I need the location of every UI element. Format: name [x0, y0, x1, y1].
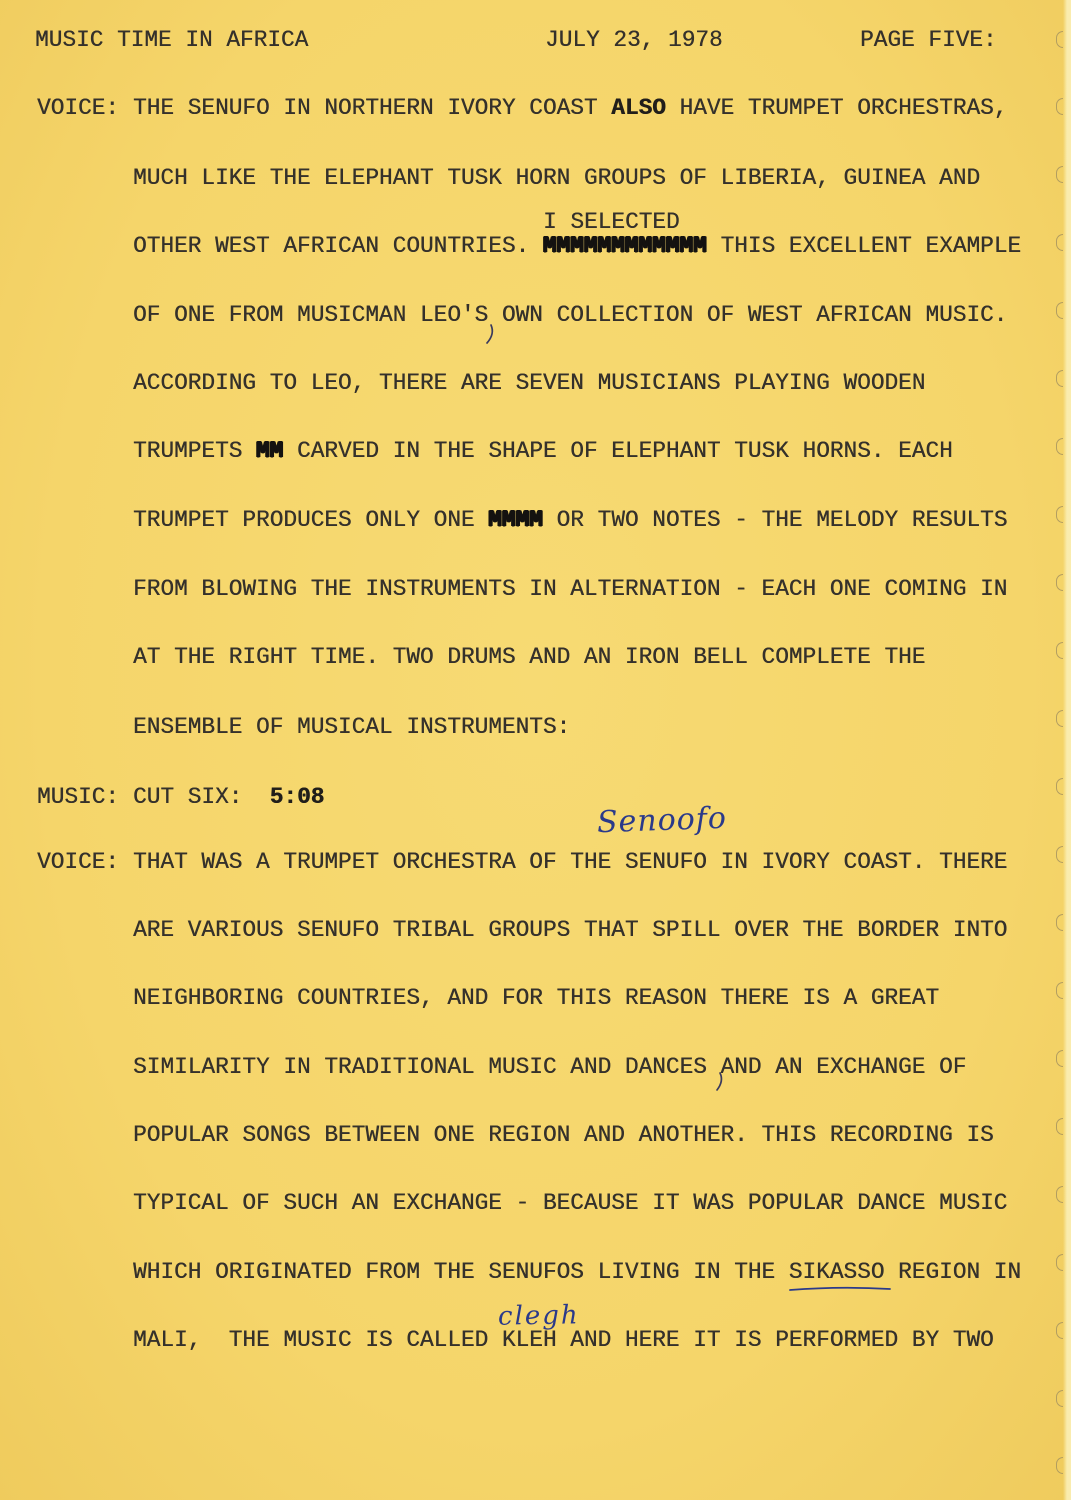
perforation-hole — [1056, 1186, 1063, 1203]
line-text: TYPICAL OF SUCH AN EXCHANGE - BECAUSE IT WAS POPULAR DANCE MUSIC — [133, 1190, 1008, 1216]
overtyped-word: ALSO — [611, 95, 666, 121]
perforation-hole — [1056, 370, 1063, 387]
script-line — [133, 986, 939, 1010]
music-cue-line — [133, 785, 324, 809]
music-duration: 5:08 — [269, 784, 325, 810]
script-line — [133, 645, 925, 669]
handwritten-correction: clegh — [497, 1300, 580, 1332]
script-line — [133, 577, 1007, 601]
program-title: MUSIC TIME IN AFRICA — [35, 27, 309, 53]
line-text: TRUMPET PRODUCES ONLY ONE — [133, 507, 475, 533]
line-text: SIMILARITY IN TRADITIONAL MUSIC AND DANCES AND AN EXCHANGE OF — [133, 1054, 967, 1080]
script-line — [133, 1260, 1021, 1284]
perforation-hole — [1056, 914, 1063, 931]
script-line — [133, 303, 1007, 327]
line-text: OF ONE FROM MUSICMAN LEO'S OWN COLLECTION OF WEST AFRICAN MUSIC. — [133, 302, 1008, 328]
broadcast-date: JULY 23, 1978 — [545, 27, 723, 53]
script-line — [133, 234, 1021, 258]
line-text: ACCORDING TO LEO, THERE ARE SEVEN MUSICIANS PLAYING WOODEN — [133, 370, 926, 396]
perforation-hole — [1056, 574, 1063, 591]
perforation-hole — [1056, 31, 1063, 48]
line-text: OTHER WEST AFRICAN COUNTRIES. — [133, 233, 530, 259]
script-line — [133, 1055, 966, 1079]
perforation-hole — [1056, 710, 1063, 727]
perforation-hole — [1056, 846, 1063, 863]
perforation-hole — [1056, 982, 1063, 999]
struck-out-text: MMMMMMMMMMMM — [542, 233, 707, 259]
speaker-label-voice: VOICE: — [37, 849, 119, 875]
line-text: FROM BLOWING THE INSTRUMENTS IN ALTERNATION - EACH ONE COMING IN — [133, 576, 1008, 602]
perforation-hole — [1056, 98, 1063, 115]
script-line — [133, 439, 953, 463]
page-number: PAGE FIVE: — [860, 27, 997, 53]
line-text: ENSEMBLE OF MUSICAL INSTRUMENTS: — [133, 714, 571, 740]
perforation-hole — [1056, 1390, 1063, 1407]
script-line — [133, 166, 980, 190]
perforation-hole — [1056, 234, 1063, 251]
speaker-label-music: MUSIC: — [37, 784, 119, 810]
line-text: ARE VARIOUS SENUFO TRIBAL GROUPS THAT SPILL OVER THE BORDER INTO — [133, 917, 1008, 943]
line-text: POPULAR SONGS BETWEEN ONE REGION AND ANOTHER. THIS RECORDING IS — [133, 1122, 994, 1148]
script-line — [133, 1191, 1007, 1215]
line-text: MALI, THE MUSIC IS CALLED KLEH AND HERE IT IS PERFORMED BY TWO — [133, 1327, 994, 1353]
line-text: WHICH ORIGINATED FROM THE SENUFOS LIVING IN THE SIKASSO REGION IN — [133, 1259, 1022, 1285]
line-text: NEIGHBORING COUNTRIES, AND FOR THIS REASON THERE IS A GREAT — [133, 985, 940, 1011]
perforation-hole — [1056, 302, 1063, 319]
perforation-hole — [1056, 1118, 1063, 1135]
script-line — [133, 850, 1007, 874]
line-text: OR TWO NOTES - THE MELODY RESULTS — [556, 507, 1008, 533]
script-line — [133, 1123, 994, 1147]
perforation-hole — [1056, 438, 1063, 455]
line-text: CARVED IN THE SHAPE OF ELEPHANT TUSK HORNS. EACH — [296, 438, 953, 464]
script-line — [133, 715, 570, 739]
perforation-hole — [1056, 166, 1063, 183]
struck-out-text: MMMM — [488, 507, 543, 533]
line-text: AT THE RIGHT TIME. TWO DRUMS AND AN IRON BELL COMPLETE THE — [133, 644, 926, 670]
handwritten-underline — [790, 1288, 890, 1290]
perforation-hole — [1056, 1322, 1063, 1339]
music-cue: CUT SIX: — [133, 784, 243, 810]
perforation-hole — [1056, 778, 1063, 795]
perforation-hole — [1056, 506, 1063, 523]
perforation-hole — [1056, 1457, 1063, 1474]
line-text: THIS EXCELLENT EXAMPLE — [720, 233, 1022, 259]
perforation-hole — [1056, 1254, 1063, 1271]
line-text: THAT WAS A TRUMPET ORCHESTRA OF THE SENUFO IN IVORY COAST. THERE — [133, 849, 1008, 875]
line-text: TRUMPETS — [133, 438, 243, 464]
line-text: MUCH LIKE THE ELEPHANT TUSK HORN GROUPS OF LIBERIA, GUINEA AND — [133, 165, 981, 191]
script-line — [133, 371, 925, 395]
perforation-hole — [1056, 642, 1063, 659]
typed-insertion: I SELECTED — [543, 209, 680, 235]
script-line — [133, 508, 1007, 532]
script-line — [133, 918, 1007, 942]
perforation-hole — [1056, 1050, 1063, 1067]
script-line — [133, 96, 1007, 120]
line-text: HAVE TRUMPET ORCHESTRAS, — [679, 95, 1008, 121]
line-text: THE SENUFO IN NORTHERN IVORY COAST — [133, 95, 598, 121]
struck-out-text: MM — [255, 438, 284, 464]
handwritten-correction: Senoofo — [596, 800, 728, 841]
speaker-label-voice: VOICE: — [37, 95, 119, 121]
